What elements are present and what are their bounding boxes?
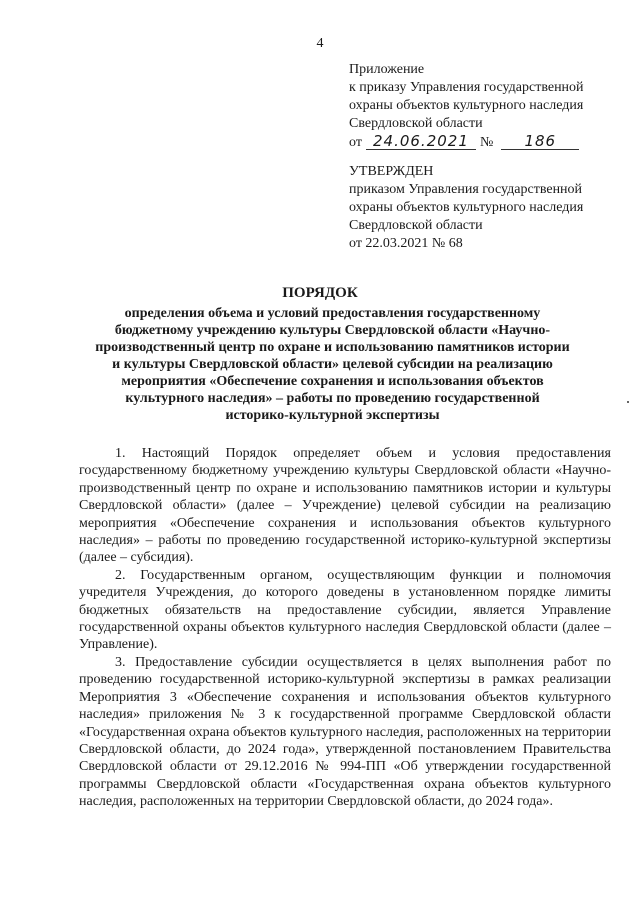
- document-subtitle: определения объема и условий предоставления государственному бюджетному учреждению культуры Свердловской области «Научно-производственный центр по охране и использованию памятников истории и культуры Свердловской области» целевой субсидии на реализацию мероприятия «Обеспечение сохранения и использования объектов культурного наследия» – работы по проведению государственной историко-культурной экспертизы: [95, 306, 570, 423]
- number-prefix: №: [479, 135, 494, 150]
- appendix-line: Свердловской области: [349, 116, 483, 131]
- date-prefix: от: [349, 135, 362, 150]
- document-title: ПОРЯДОК: [282, 285, 358, 301]
- approval-line: Свердловской области: [349, 218, 483, 233]
- approval-block: [349, 163, 583, 253]
- paragraph-3: 3. Предоставление субсидии осуществляется в целях выполнения работ по проведению государственной историко-культурной экспертизы в рамках реализации Мероприятия 3 «Обеспечение сохранения и использования объектов культурного наследия» приложения № 3 к государственной программе Свердловской области «Государственная охрана объектов культурного наследия, расположенных на территории Свердловской области, до 2024 года», утвержденной постановлением Правительства Свердловской области от 29.12.2016 № 994-ПП «Об утверждении государственной программы Свердловской области «Государственная охрана объектов культурного наследия, расположенных на территории Свердловской области, до 2024 года».: [79, 654, 611, 810]
- handwritten-number: 186: [501, 133, 579, 150]
- document-body: [79, 445, 611, 811]
- appendix-line: Приложение: [349, 62, 425, 77]
- paragraph-1: 1. Настоящий Порядок определяет объем и условия предоставления государственному бюджетному учреждению культуры Свердловской области «Научно-производственный центр по охране и использованию памятников истории и культуры Свердловской области» (далее – Учреждение) целевой субсидии на реализацию мероприятия «Обеспечение сохранения и использования объектов культурного наследия» – работы по проведению государственной историко-культурной экспертизы (далее – субсидия).: [79, 446, 611, 566]
- paragraph-2: 2. Государственным органом, осуществляющим функции и полномочия учредителя Учреждения, до которого доведены в установленном порядке лимиты бюджетных обязательств на предоставление субсидии, является Управление государственной охраны объектов культурного наследия Свердловской области (далее – Управление).: [79, 567, 611, 653]
- page-number: 4: [316, 36, 324, 51]
- appendix-line: к приказу Управления государственной: [349, 80, 584, 95]
- approval-line: от 22.03.2021 № 68: [349, 236, 463, 251]
- approval-heading: УТВЕРЖДЕН: [349, 164, 434, 179]
- approval-line: приказом Управления государственной: [349, 182, 583, 197]
- appendix-block: [349, 61, 584, 152]
- handwritten-date: 24.06.2021: [366, 133, 476, 150]
- appendix-line: охраны объектов культурного наследия: [349, 98, 584, 113]
- order-date-number-line: [349, 133, 584, 152]
- scan-speck: [627, 401, 629, 403]
- approval-line: охраны объектов культурного наследия: [349, 200, 584, 215]
